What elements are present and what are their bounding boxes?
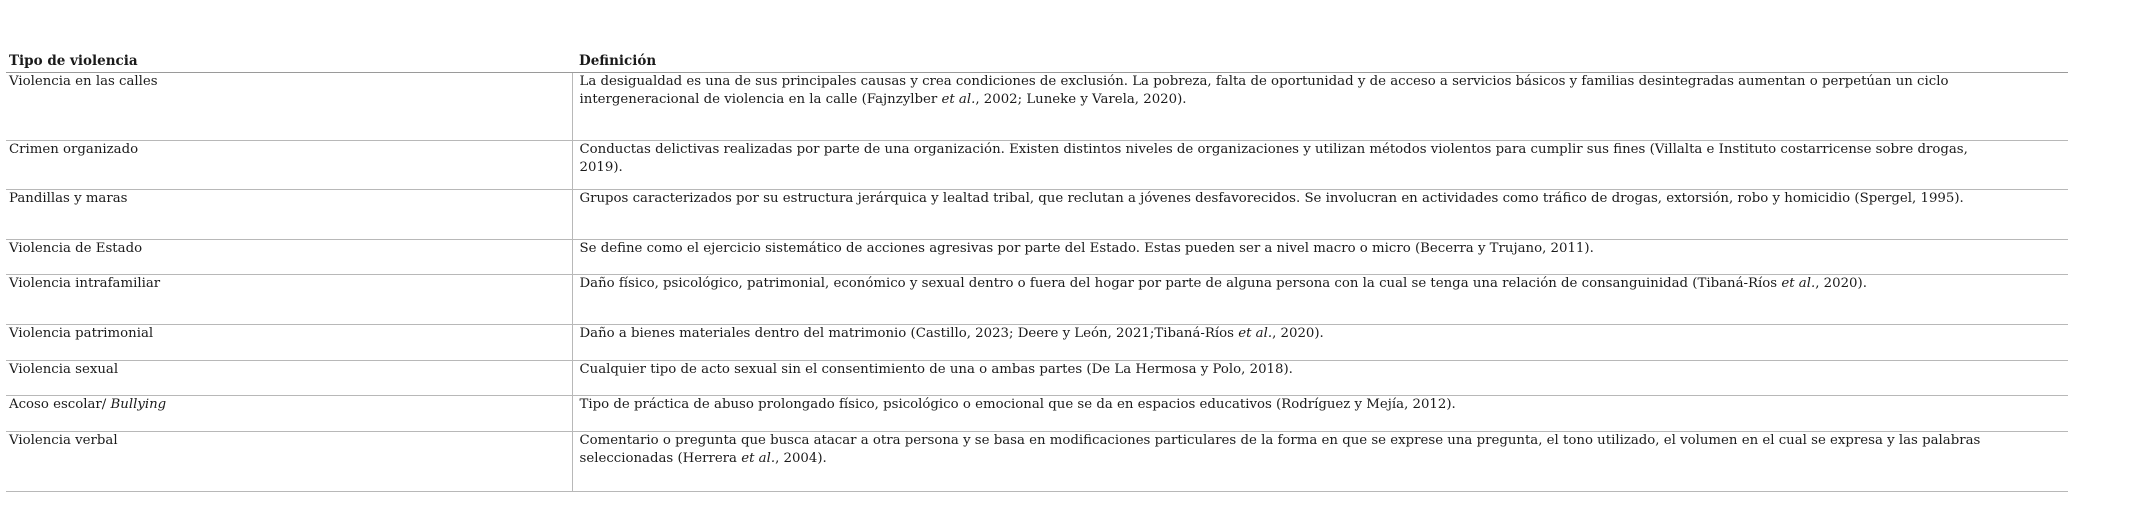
table-row: [6, 396, 2068, 432]
definition-text: Se define como el ejercicio sistemático de acciones agresivas por parte del Estado. Estas pueden ser a nivel macro o micro (Becerra y Trujano, 2011).: [579, 241, 1594, 256]
definition-text: Daño a bienes materiales dentro del matrimonio (Castillo, 2023; Deere y León, 2021;Tibaná-Ríos: [579, 326, 1239, 341]
definition-cell: [572, 275, 2068, 325]
type-cell: [6, 73, 572, 141]
type-text: Violencia en las calles: [9, 74, 158, 89]
definition-text-end: , 2020).: [1272, 326, 1324, 341]
type-text: Acoso escolar/: [9, 397, 111, 412]
header-definition: Definición: [572, 52, 2068, 73]
header-type: Tipo de violencia: [6, 52, 572, 73]
type-cell: [6, 141, 572, 190]
definition-cell: [572, 432, 2068, 492]
type-text: Violencia verbal: [9, 433, 118, 448]
definition-cell: [572, 190, 2068, 240]
table-row: [6, 432, 2068, 492]
type-text: Pandillas y maras: [9, 191, 128, 206]
type-text: Crimen organizado: [9, 142, 139, 157]
type-cell: [6, 396, 572, 432]
definition-cell: [572, 325, 2068, 361]
table-row: [6, 141, 2068, 190]
definition-text: Conductas delictivas realizadas por parte de una organización. Existen distintos niveles de organizaciones y utilizan métodos violentos para cumplir sus fines (Villalta e Instituto costarricense sobre drogas, 2019).: [579, 142, 1968, 175]
table-row: [6, 240, 2068, 275]
type-cell: [6, 275, 572, 325]
definition-text: Cualquier tipo de acto sexual sin el consentimiento de una o ambas partes (De La Hermosa y Polo, 2018).: [579, 362, 1293, 377]
type-cell: [6, 325, 572, 361]
table-row: [6, 325, 2068, 361]
definition-cell: [572, 73, 2068, 141]
definition-cell: [572, 240, 2068, 275]
type-italic: Bullying: [110, 397, 167, 412]
table-header-row: [6, 52, 2068, 73]
definition-text: Daño físico, psicológico, patrimonial, económico y sexual dentro o fuera del hogar por parte de alguna persona con la cual se tenga una relación de consanguinidad (Tibaná-Ríos: [579, 276, 1782, 291]
type-text: Violencia patrimonial: [9, 326, 154, 341]
definition-text: La desigualdad es una de sus principales causas y crea condiciones de exclusión. La pobreza, falta de oportunidad y de acceso a servicios básicos y familias desintegradas aumentan o perpetúan un ciclo intergeneracional de violencia en la calle (Fajnzylber: [579, 74, 1949, 107]
violence-types-table: [6, 52, 2068, 492]
type-cell: [6, 240, 572, 275]
table-row: [6, 275, 2068, 325]
table-row: [6, 361, 2068, 396]
definition-cell: [572, 396, 2068, 432]
table-row: [6, 73, 2068, 141]
definition-text-end: , 2002; Luneke y Varela, 2020).: [975, 92, 1187, 107]
definition-text-end: , 2004).: [775, 451, 827, 466]
definition-text-end: , 2020).: [1815, 276, 1867, 291]
type-text: Violencia de Estado: [9, 241, 143, 256]
definition-italic: et al.: [941, 92, 976, 107]
definition-text: Tipo de práctica de abuso prolongado físico, psicológico o emocional que se da en espacios educativos (Rodríguez y Mejía, 2012).: [579, 397, 1456, 412]
definition-text: Grupos caracterizados por su estructura jerárquica y lealtad tribal, que reclutan a jóvenes desfavorecidos. Se involucran en actividades como tráfico de drogas, extorsión, robo y homicidio (Spergel, 1995).: [579, 191, 1964, 206]
type-cell: [6, 432, 572, 492]
table-row: [6, 190, 2068, 240]
definition-italic: et al.: [741, 451, 776, 466]
definition-italic: et al.: [1781, 276, 1816, 291]
definition-cell: [572, 141, 2068, 190]
type-cell: [6, 361, 572, 396]
type-cell: [6, 190, 572, 240]
definition-cell: [572, 361, 2068, 396]
definition-italic: et al.: [1238, 326, 1273, 341]
definition-text: Comentario o pregunta que busca atacar a otra persona y se basa en modificaciones particulares de la forma en que se exprese una pregunta, el tono utilizado, el volumen en el cual se expresa y las palabras seleccionadas (Herrera: [579, 433, 1981, 466]
type-text: Violencia intrafamiliar: [9, 276, 161, 291]
type-text: Violencia sexual: [9, 362, 119, 377]
